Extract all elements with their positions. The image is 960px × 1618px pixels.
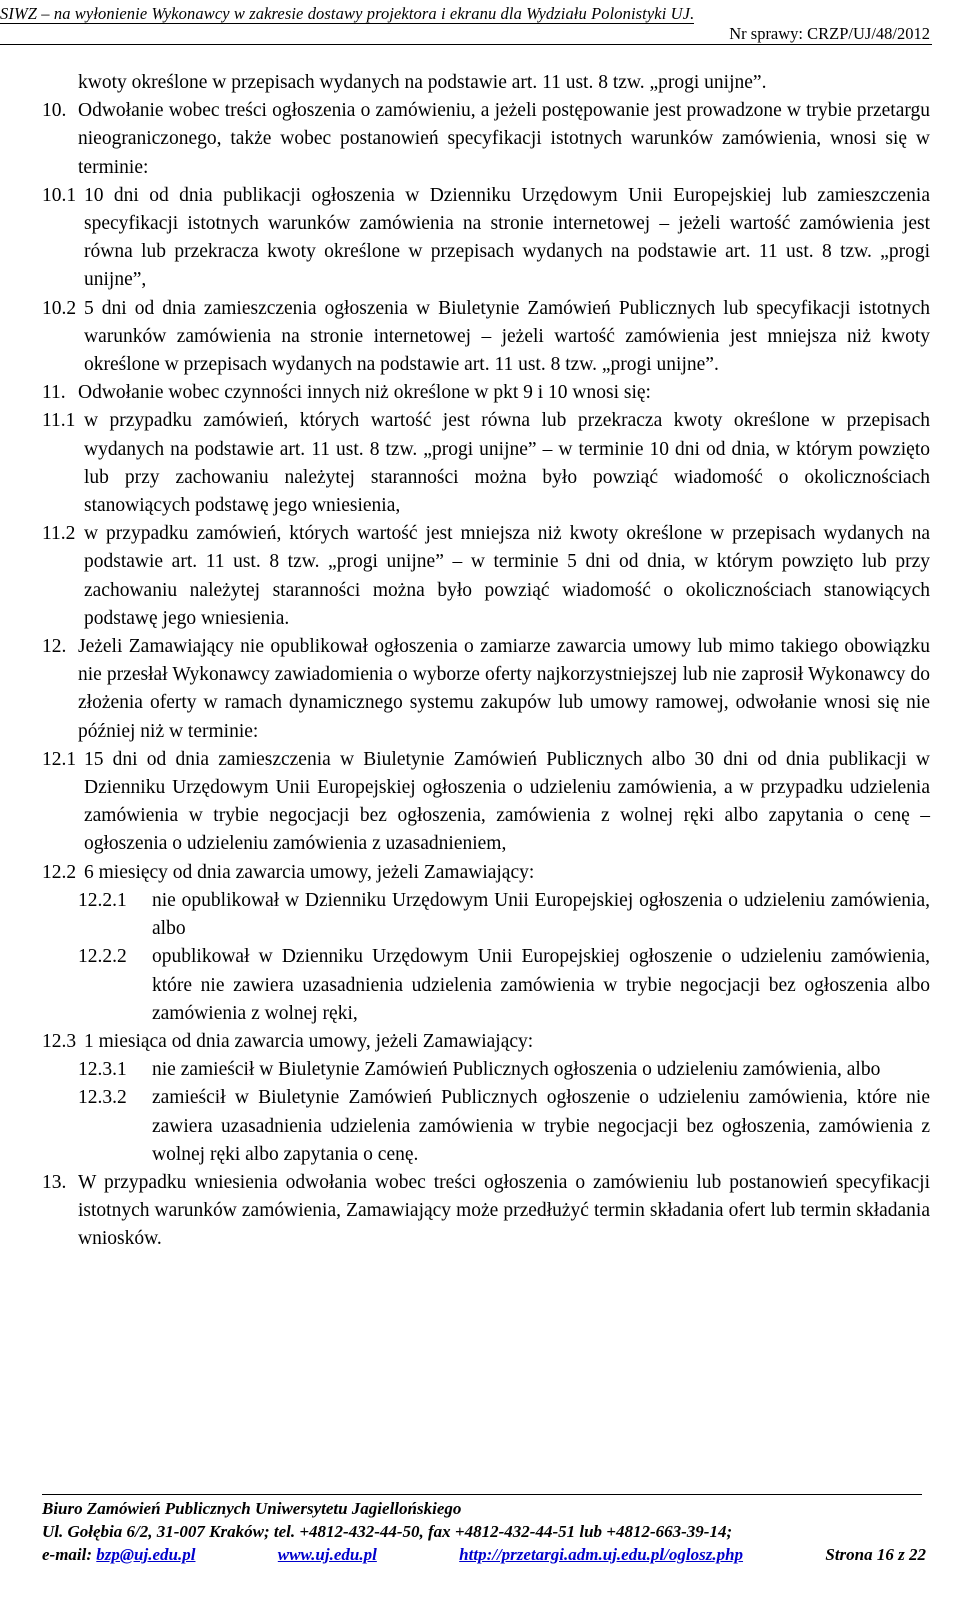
list-item: 12.2.2 opublikował w Dzienniku Urzędowym Unii Europejskiej ogłoszenie o udzieleniu zamówienia, które nie zawiera uzasadnienia udzielenia zamówienia w trybie negocjacji bez ogłoszenia albo zamówienia z wolnej ręki, <box>78 946 930 1024</box>
list-item: 11. Odwołanie wobec czynności innych niż określone w pkt 9 i 10 wnosi się: <box>42 382 651 404</box>
email-group: e-mail: bzp@uj.edu.pl <box>42 1545 196 1564</box>
footer-contacts <box>42 1545 930 1565</box>
case-number: Nr sprawy: CRZP/UJ/48/2012 <box>729 24 930 43</box>
list-item: 12.2.1 nie opublikował w Dzienniku Urzędowym Unii Europejskiej ogłoszenia o udzieleniu zamówienia, albo <box>78 889 930 940</box>
document-body <box>42 69 930 1254</box>
footer-address: Ul. Gołębia 6/2, 31-007 Kraków; tel. +4812-432-44-50, fax +4812-432-44-51 lub +4812-663-39-14; <box>42 1522 733 1541</box>
footer-office: Biuro Zamówień Publicznych Uniwersytetu Jagiellońskiego <box>42 1499 462 1518</box>
list-item: 11.1 w przypadku zamówień, których wartość jest równa lub przekracza kwoty określone w przepisach wydanych na podstawie art. 11 ust. 8 tzw. „progi unijne” – w terminie 10 dni od dnia, w którym powzięto lub przy zachowaniu należytej staranności można było powziąć wiadomość o okolicznościach stanowiących podstawę jego wniesienia, <box>42 410 930 517</box>
list-item: 10. Odwołanie wobec treści ogłoszenia o zamówieniu, a jeżeli postępowanie jest prowadzone w trybie przetargu nieograniczonego, także wobec postanowień specyfikacji istotnych warunków zamówienia, wnosi się w terminie: <box>42 100 930 178</box>
list-item: 13. W przypadku wniesienia odwołania wobec treści ogłoszenia o zamówieniu lub postanowień specyfikacji istotnych warunków zamówienia, Zamawiający może przedłużyć termin składania ofert lub termin składania wniosków. <box>42 1171 930 1250</box>
header-divider <box>0 44 932 45</box>
header-title: SIWZ – na wyłonienie Wykonawcy w zakresie dostawy projektora i ekranu dla Wydziału Polonistyki UJ. <box>0 4 695 23</box>
list-item: 10.1 10 dni od dnia publikacji ogłoszenia w Dzienniku Urzędowym Unii Europejskiej lub zamieszczenia specyfikacji istotnych warunków zamówienia na stronie internetowej – jeżeli wartość zamówienia jest równa lub przekracza kwoty określone w przepisach wydanych na podstawie art. 11 ust. 8 tzw. „progi unijne”, <box>42 184 930 291</box>
list-item: 12. Jeżeli Zamawiający nie opublikował ogłoszenia o zamiarze zawarcia umowy lub mimo takiego obowiązku nie przesłał Wykonawcy zawiadomienia o wyborze oferty najkorzystniejszej lub nie zaprosił Wykonawcy do złożenia oferty w ramach dynamicznego systemu zakupów lub umowy ramowej, odwołanie wnosi się nie później niż w terminie: <box>42 636 930 742</box>
tenders-link[interactable]: http://przetargi.adm.uj.edu.pl/oglosz.php <box>459 1545 744 1564</box>
page-number: Strona 16 z 22 <box>825 1545 926 1564</box>
email-link[interactable]: bzp@uj.edu.pl <box>96 1545 196 1564</box>
list-item: 12.3.2 zamieścił w Biuletynie Zamówień Publicznych ogłoszenie o udzieleniu zamówienia, które nie zawiera uzasadnienia udzielenia zamówienia w trybie negocjacji bez ogłoszenia, zamówienia z wolnej ręki albo zapytania o cenę. <box>78 1087 930 1165</box>
list-item: 10.2 5 dni od dnia zamieszczenia ogłoszenia w Biuletynie Zamówień Publicznych lub specyfikacji istotnych warunków zamówienia na stronie internetowej – jeżeli wartość zamówienia jest mniejsza niż kwoty określone w przepisach wydanych na podstawie art. 11 ust. 8 tzw. „progi unijne”. <box>42 297 930 376</box>
intro-paragraph: kwoty określone w przepisach wydanych na podstawie art. 11 ust. 8 tzw. „progi unijne”. <box>78 72 767 93</box>
list-item: 12.3 1 miesiąca od dnia zawarcia umowy, jeżeli Zamawiający: <box>42 1030 534 1052</box>
list-item: 12.3.1 nie zamieścił w Biuletynie Zamówień Publicznych ogłoszenia o udzieleniu zamówienia, albo <box>78 1059 881 1081</box>
footer-divider <box>42 1494 922 1495</box>
website-link[interactable]: www.uj.edu.pl <box>277 1545 377 1564</box>
list-item: 11.2 w przypadku zamówień, których wartość jest mniejsza niż kwoty określone w przepisach wydanych na podstawie art. 11 ust. 8 tzw. „progi unijne” – w terminie 5 dni od dnia, w którym powzięto lub przy zachowaniu należytej staranności można było powziąć wiadomość o okolicznościach stanowiących podstawę jego wniesienia. <box>42 523 930 629</box>
list-item: 12.1 15 dni od dnia zamieszczenia w Biuletynie Zamówień Publicznych albo 30 dni od dnia publikacji w Dzienniku Urzędowym Unii Europejskiej ogłoszenia o udzieleniu zamówienia, a w przypadku udzielenia zamówienia w trybie negocjacji bez ogłoszenia, zamówienia z wolnej ręki albo zapytania o cenę – ogłoszenia o udzieleniu zamówienia z uzasadnieniem, <box>42 748 930 855</box>
list-item: 12.2 6 miesięcy od dnia zawarcia umowy, jeżeli Zamawiający: <box>42 861 535 883</box>
